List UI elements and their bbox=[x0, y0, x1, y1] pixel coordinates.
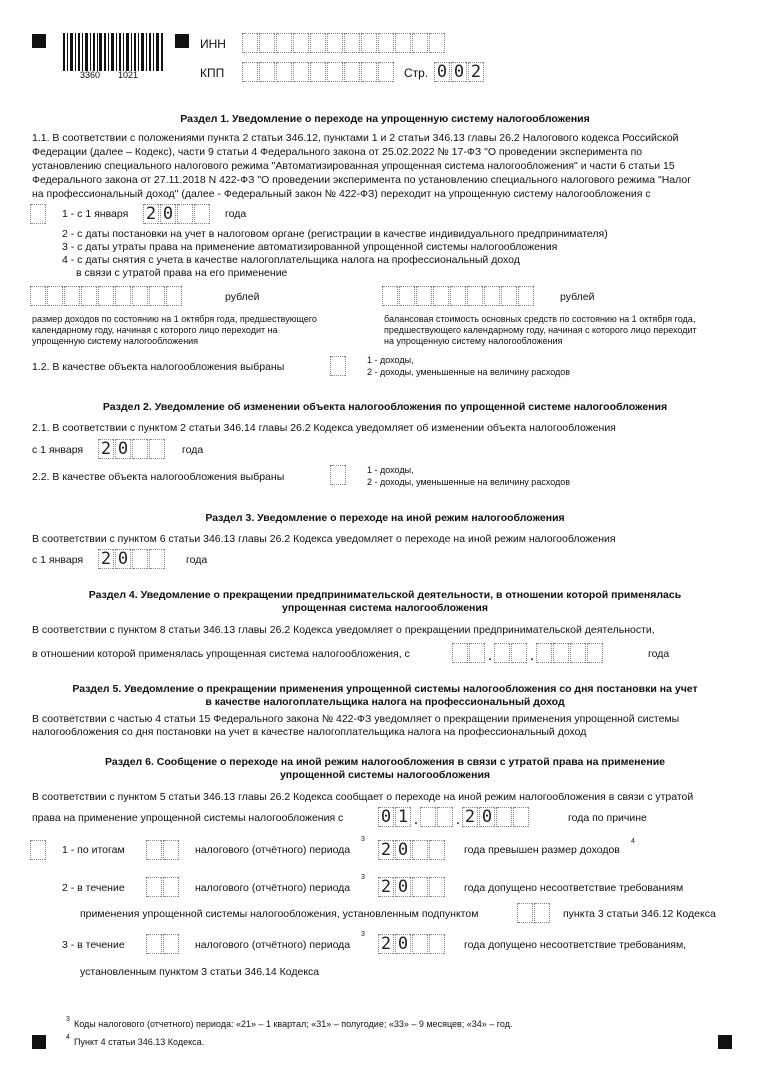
barcode bbox=[63, 33, 163, 71]
barcode-number-left: 3360 bbox=[80, 70, 101, 80]
corner-marker bbox=[32, 34, 46, 48]
page-digit: 0 bbox=[451, 62, 467, 82]
section1-paragraph-line: 1.1. В соответствии с положениями пункта 2 статьи 346.12, пунктами 1 и 2 статьи 346.13 главы 26.2 Налогового кодекса Российской bbox=[32, 132, 679, 144]
period-code-field[interactable] bbox=[146, 840, 180, 860]
year-word: года bbox=[225, 208, 247, 220]
section4-title: Раздел 4. Уведомление о прекращении предпринимательской деятельности, в отношении которой применялась bbox=[88, 589, 682, 601]
assets-caption: предшествующего календарному году, начиная с которого лицо переходит bbox=[384, 325, 697, 335]
page-digit: 2 bbox=[468, 62, 484, 82]
reason-2-label: 2 - в течение bbox=[62, 882, 125, 894]
reason-1-label: 1 - по итогам bbox=[62, 844, 125, 856]
reason-3-line2: установленным пунктом 3 статьи 346.14 Кодекса bbox=[80, 966, 320, 978]
year-digit: 2 bbox=[462, 807, 478, 827]
termination-date-field[interactable]: . . bbox=[452, 643, 604, 663]
section3-paragraph: В соответствии с пунктом 6 статьи 346.13 главы 26.2 Кодекса уведомляет о переходе на иной режим налогообложения bbox=[32, 533, 616, 545]
reason-3-tail: года допущено несоответствие требованиям, bbox=[464, 939, 687, 951]
income-caption: размер доходов по состоянию на 1 октября года, предшествующего bbox=[32, 314, 317, 324]
barcode-graphic bbox=[63, 33, 163, 71]
period-code-field[interactable] bbox=[146, 934, 180, 954]
object-option-2: 2 - доходы, уменьшенные на величину расходов bbox=[367, 477, 571, 487]
option-jan1-label: 1 - с 1 января bbox=[62, 208, 129, 220]
page-number-field bbox=[434, 62, 485, 82]
assets-amount-field[interactable] bbox=[382, 286, 535, 306]
period-label: налогового (отчётного) периода bbox=[195, 844, 351, 856]
inn-field[interactable] bbox=[242, 33, 446, 53]
year-digit: 2 bbox=[98, 439, 114, 459]
reason-2-year-field[interactable] bbox=[378, 877, 446, 897]
footnote-ref: 3 bbox=[361, 931, 365, 938]
year-digit: 0 bbox=[395, 840, 411, 860]
object-field[interactable] bbox=[330, 356, 347, 376]
footnote-4: Пункт 4 статьи 346.13 Кодекса. bbox=[74, 1037, 205, 1047]
option-3-label: 3 - с даты утраты права на применение автоматизированной упрощенной системы налогообложения bbox=[62, 241, 558, 253]
section5-title: Раздел 5. Уведомление о прекращении применения упрощенной системы налогообложения со дня постановки на учет bbox=[72, 683, 698, 695]
income-amount-field[interactable] bbox=[30, 286, 183, 306]
section4-title-cont: упрощенная система налогообложения bbox=[282, 602, 488, 614]
transition-year-field[interactable] bbox=[143, 204, 211, 224]
object-option-2: 2 - доходы, уменьшенные на величину расходов bbox=[367, 367, 571, 377]
section6-title-cont: упрощенной системы налогообложения bbox=[279, 769, 491, 781]
date-digit: 1 bbox=[395, 807, 411, 827]
income-caption: упрощенную систему налогообложения bbox=[32, 336, 199, 346]
year-digit: 2 bbox=[143, 204, 159, 224]
section5-paragraph-cont: налогообложения со дня постановки на учет в качестве налогоплательщика налога на профессиональный доход bbox=[32, 726, 587, 738]
section3-title: Раздел 3. Уведомление о переходе на иной режим налогообложения bbox=[205, 512, 565, 524]
assets-caption: балансовая стоимость основных средств по состоянию на 1 октября года, bbox=[384, 314, 696, 324]
assets-rubles-label: рублей bbox=[560, 291, 595, 303]
section6-title: Раздел 6. Сообщение о переходе на иной режим налогообложения в связи с утратой права на применение bbox=[104, 756, 666, 768]
section5-title-cont: в качестве налогоплательщика налога на профессиональный доход bbox=[205, 696, 565, 708]
from-jan-label: с 1 января bbox=[32, 444, 84, 456]
year-digit: 2 bbox=[378, 934, 394, 954]
barcode-number-right: 1021 bbox=[118, 70, 139, 80]
option-4-label: 4 - с даты снятия с учета в качестве налогоплательщика налога на профессиональный доход bbox=[62, 254, 520, 266]
from-jan-label: с 1 января bbox=[32, 554, 84, 566]
year-word: года bbox=[648, 648, 670, 660]
year-digit: 2 bbox=[378, 840, 394, 860]
period-code-field[interactable] bbox=[146, 877, 180, 897]
option-4-label-cont: в связи с утратой права на его применение bbox=[76, 267, 288, 279]
section4-paragraph-cont: в отношении которой применялась упрощенная система налогообложения, с bbox=[32, 648, 410, 660]
section6-paragraph: В соответствии с пунктом 5 статьи 346.13 главы 26.2 Кодекса сообщает о переходе на иной режим налогообложения в связи с утратой bbox=[32, 791, 694, 803]
reason-2-line2-tail: пункта 3 статьи 346.12 Кодекса bbox=[563, 908, 716, 920]
page-digit: 0 bbox=[434, 62, 450, 82]
year-digit: 0 bbox=[395, 877, 411, 897]
reason-3-label: 3 - в течение bbox=[62, 939, 125, 951]
section1-paragraph-line: на профессиональный доход" (далее - Федеральный закон № 422-ФЗ) переходит на упрощенную систему налогообложения с bbox=[32, 188, 651, 200]
year-digit: 0 bbox=[479, 807, 495, 827]
assets-caption: на упрощенную систему налогообложения bbox=[384, 336, 563, 346]
corner-marker bbox=[32, 1035, 46, 1049]
footnote-3: Коды налогового (отчетного) периода: «21» – 1 квартал; «31» – полугодие; «33» – 9 месяцев; «34» – год. bbox=[74, 1019, 513, 1029]
reason-field[interactable] bbox=[30, 840, 47, 860]
option-2-label: 2 - с даты постановки на учет в налоговом органе (регистрации в качестве индивидуального предпринимателя) bbox=[62, 228, 608, 240]
period-label: налогового (отчётного) периода bbox=[195, 882, 351, 894]
footnote-mark: 4 bbox=[66, 1034, 70, 1041]
year-word: года bbox=[182, 444, 204, 456]
section1-paragraph-line: установлению специального налогового режима "Автоматизированная упрощенная система налогообложения" и части 6 статьи 15 bbox=[32, 160, 675, 172]
date-digit: 0 bbox=[378, 807, 394, 827]
footnote-mark: 3 bbox=[66, 1016, 70, 1023]
corner-marker bbox=[718, 1035, 732, 1049]
year-word: года bbox=[186, 554, 208, 566]
kpp-field[interactable] bbox=[242, 62, 395, 82]
year-digit: 0 bbox=[115, 549, 131, 569]
kpp-label: КПП bbox=[200, 66, 225, 80]
inn-label: ИНН bbox=[200, 37, 226, 51]
loss-date-field[interactable]: 0 1 . . 2 0 bbox=[378, 807, 530, 827]
transition-option-field[interactable] bbox=[30, 204, 47, 224]
year-digit: 0 bbox=[115, 439, 131, 459]
corner-marker bbox=[175, 34, 189, 48]
year-digit: 2 bbox=[378, 877, 394, 897]
section2-year-field[interactable] bbox=[98, 439, 166, 459]
object-option-1: 1 - доходы, bbox=[367, 465, 414, 475]
subparagraph-field[interactable] bbox=[517, 903, 551, 923]
year-digit: 0 bbox=[395, 934, 411, 954]
section1-title: Раздел 1. Уведомление о переходе на упрощенную систему налогообложения bbox=[180, 113, 590, 125]
page-label: Стр. bbox=[404, 66, 429, 80]
section1-paragraph-line: Федерального закона от 27.11.2018 N 422-ФЗ "О проведении эксперимента по установлению специального налогового режима "Налог bbox=[32, 174, 692, 186]
footnote-ref: 3 bbox=[361, 874, 365, 881]
section2-paragraph: 2.1. В соответствии с пунктом 2 статьи 346.14 главы 26.2 Кодекса уведомляет об изменении объекта налогообложения bbox=[32, 422, 616, 434]
reason-3-year-field[interactable] bbox=[378, 934, 446, 954]
object-option-1: 1 - доходы, bbox=[367, 355, 414, 365]
year-digit: 2 bbox=[98, 549, 114, 569]
footnote-ref: 4 bbox=[631, 838, 635, 845]
income-caption: календарному году, начиная с которого лицо переходит на bbox=[32, 325, 278, 335]
section6-paragraph-cont: права на применение упрощенной системы налогообложения с bbox=[32, 812, 344, 824]
reason-2-line2: применения упрощенной системы налогообложения, установленным подпунктом bbox=[80, 908, 479, 920]
reason-tail: года по причине bbox=[568, 812, 647, 824]
reason-1-year-field[interactable] bbox=[378, 840, 446, 860]
object-field[interactable] bbox=[330, 465, 347, 485]
income-rubles-label: рублей bbox=[225, 291, 260, 303]
section1-paragraph-line: Федерации (далее – Кодекс), части 9 статьи 4 Федерального закона от 25.02.2022 № 17-ФЗ "О проведении эксперимента по bbox=[32, 146, 643, 158]
period-label: налогового (отчётного) периода bbox=[195, 939, 351, 951]
reason-2-tail: года допущено несоответствие требованиям bbox=[464, 882, 684, 894]
section5-paragraph: В соответствии с частью 4 статьи 15 Федерального закона № 422-ФЗ уведомляет о прекращении применения упрощенной системы bbox=[32, 713, 680, 725]
reason-1-tail: года превышен размер доходов bbox=[464, 844, 620, 856]
object-label: 1.2. В качестве объекта налогообложения выбраны bbox=[32, 361, 285, 373]
footnote-ref: 3 bbox=[361, 836, 365, 843]
section3-year-field[interactable] bbox=[98, 549, 166, 569]
section2-title: Раздел 2. Уведомление об изменении объекта налогообложения по упрощенной системе налогообложения bbox=[102, 401, 668, 413]
object-label: 2.2. В качестве объекта налогообложения выбраны bbox=[32, 471, 285, 483]
year-digit: 0 bbox=[160, 204, 176, 224]
section4-paragraph: В соответствии с пунктом 8 статьи 346.13 главы 26.2 Кодекса уведомляет о прекращении предпринимательской деятельности, bbox=[32, 624, 655, 636]
